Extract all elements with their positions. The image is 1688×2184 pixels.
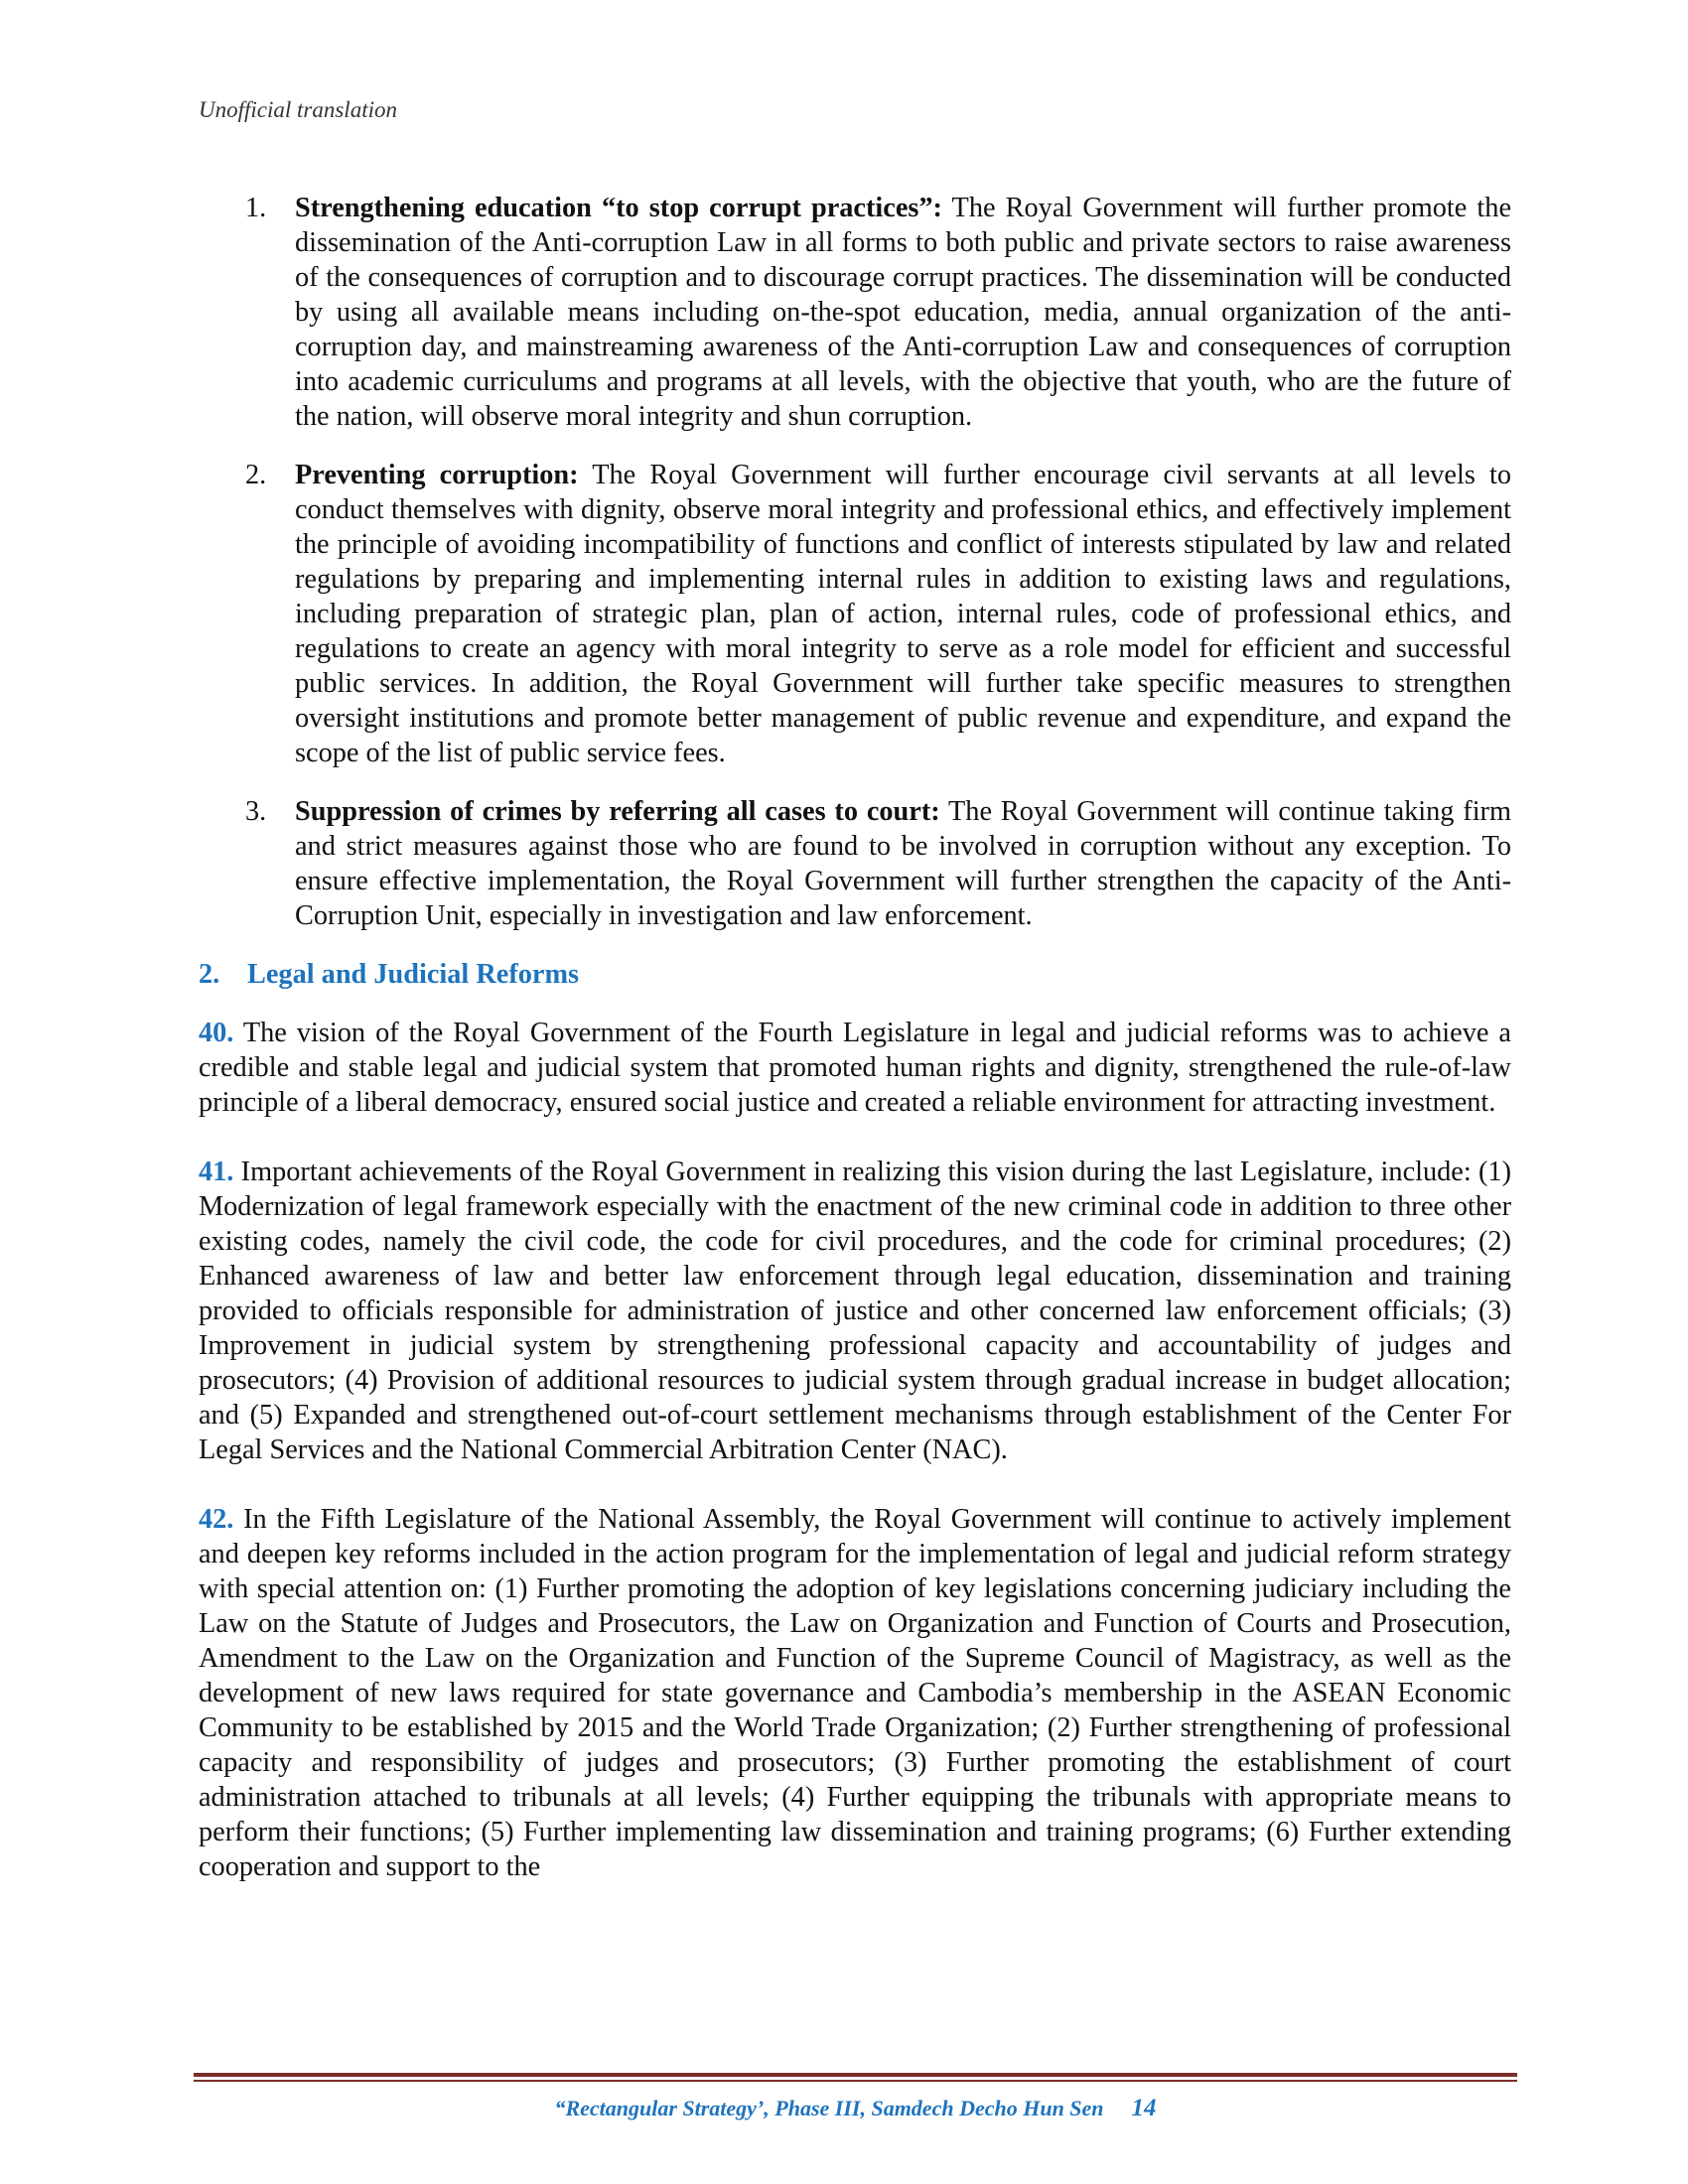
footer-rule-thin [194, 2080, 1517, 2082]
page-number: 14 [1131, 2095, 1157, 2121]
paragraph-number: 41. [199, 1157, 234, 1187]
footer-title: “Rectangular Strategy’, Phase III, Samdech Decho Hun Sen [554, 2096, 1104, 2120]
document-body [199, 191, 1511, 1919]
list-item-lead: Suppression of crimes by referring all cases to court: [295, 796, 940, 827]
section-number: 2. [199, 959, 220, 990]
list-marker: 1. [245, 193, 267, 223]
list-item [199, 191, 1511, 434]
list-item-lead: Strengthening education “to stop corrupt practices”: [295, 193, 942, 223]
list-item-text: The Royal Government will further encourage civil servants at all levels to conduct themselves with dignity, observe moral integrity and professional ethics, and effectively implement the principle of avoiding incompatibility of functions and conflict of interests stipulated by law and related regulations by preparing and implementing internal rules in addition to existing laws and regulations, including preparation of strategic plan, plan of action, internal rules, code of professional ethics, and regulations to create an agency with moral integrity to serve as a role model for efficient and successful public services. In addition, the Royal Government will further take specific measures to strengthen oversight institutions and promote better management of public revenue and expenditure, and expand the scope of the list of public service fees. [295, 460, 1512, 768]
section-heading [199, 957, 1511, 992]
list-marker: 3. [245, 796, 267, 827]
paragraph-text: The vision of the Royal Government of the Fourth Legislature in legal and judicial reforms was to achieve a credible and stable legal and judicial system that promoted human rights and dignity, strengthened the rule-of-law principle of a liberal democracy, ensured social justice and created a reliable environment for attracting investment. [199, 1018, 1511, 1118]
paragraph-text: In the Fifth Legislature of the National Assembly, the Royal Government will continue to actively implement and deepen key reforms included in the action program for the implementation of legal and judicial reform strategy with special attention on: (1) Further promoting the adoption of key legislations concerning judiciary including the Law on the Statute of Judges and Prosecutors, the Law on Organization and Function of Courts and Prosecution, Amendment to the Law on the Organization and Function of the Supreme Council of Magistracy, as well as the development of new laws required for state governance and Cambodia’s membership in the ASEAN Economic Community to be established by 2015 and the World Trade Organization; (2) Further strengthening of professional capacity and responsibility of judges and prosecutors; (3) Further promoting the establishment of court administration attached to tribunals at all levels; (4) Further equipping the tribunals with appropriate means to perform their functions; (5) Further implementing law dissemination and training programs; (6) Further extending cooperation and support to the [199, 1504, 1511, 1882]
list-item-lead: Preventing corruption: [295, 460, 579, 490]
section-title: Legal and Judicial Reforms [247, 959, 580, 990]
numbered-list [199, 191, 1511, 933]
paragraph-number: 40. [199, 1018, 234, 1048]
paragraph [199, 1016, 1511, 1120]
footer-rule [194, 2073, 1517, 2077]
paragraph-number: 42. [199, 1504, 234, 1535]
page-header-note: Unofficial translation [199, 97, 397, 122]
paragraph-text: Important achievements of the Royal Government in realizing this vision during the last Legislature, include: (1) Modernization of legal framework especially with the enactment of the new criminal code in addition to three other existing codes, namely the civil code, the code for civil procedures, and the code for criminal procedures; (2) Enhanced awareness of law and better law enforcement through legal education, dissemination and training provided to officials responsible for administration of justice and other concerned law enforcement officials; (3) Improvement in judicial system by strengthening professional capacity and accountability of judges and prosecutors; (4) Provision of additional resources to judicial system through gradual increase in budget allocation; and (5) Expanded and strengthened out-of-court settlement mechanisms through establishment of the Center For Legal Services and the National Commercial Arbitration Center (NAC). [199, 1157, 1511, 1465]
list-item-text: The Royal Government will further promote the dissemination of the Anti-corruption Law in all forms to both public and private sectors to raise awareness of the consequences of corruption and to discourage corrupt practices. The dissemination will be conducted by using all available means including on-the-spot education, media, annual organization of the anti-corruption day, and mainstreaming awareness of the Anti-corruption Law and consequences of corruption into academic curriculums and programs at all levels, with the objective that youth, who are the future of the nation, will observe moral integrity and shun corruption. [295, 193, 1511, 432]
list-item [199, 458, 1511, 770]
list-marker: 2. [245, 460, 267, 490]
list-item [199, 794, 1511, 933]
paragraph [199, 1155, 1511, 1467]
list-item-text: The Royal Government will continue taking firm and strict measures against those who are found to be involved in corruption without any exception. To ensure effective implementation, the Royal Government will further strengthen the capacity of the Anti-Corruption Unit, especially in investigation and law enforcement. [295, 796, 1511, 931]
page-footer [194, 2095, 1517, 2122]
paragraph [199, 1502, 1511, 1884]
